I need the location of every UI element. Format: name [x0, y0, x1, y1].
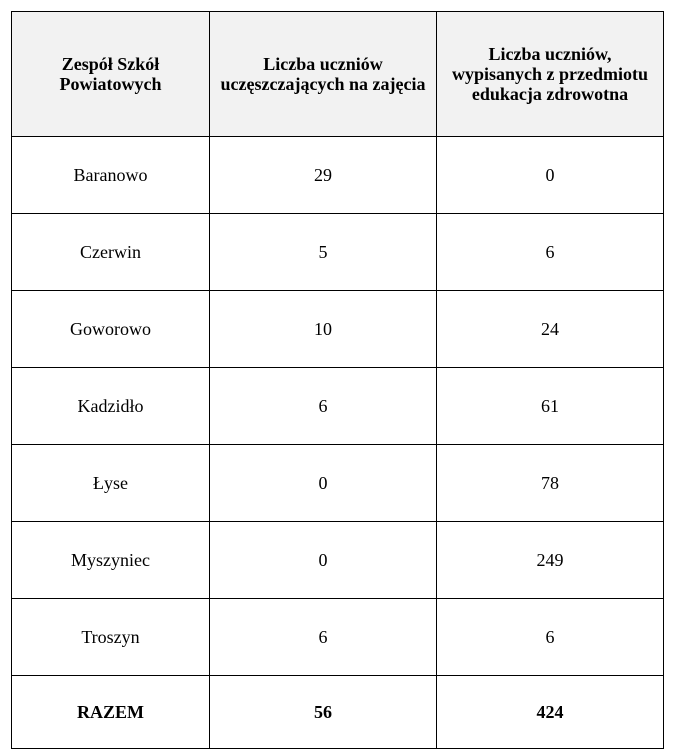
- school-name: Czerwin: [12, 214, 210, 291]
- attending-count: 10: [210, 291, 437, 368]
- opted-out-count: 61: [437, 368, 664, 445]
- attending-count: 29: [210, 137, 437, 214]
- total-row: [12, 676, 664, 749]
- table-row: [12, 445, 664, 522]
- attending-count: 0: [210, 522, 437, 599]
- students-table: [11, 11, 664, 749]
- opted-out-count: 249: [437, 522, 664, 599]
- opted-out-count: 6: [437, 599, 664, 676]
- header-attending: Liczba uczniów uczęszczających na zajęcia: [210, 12, 437, 137]
- school-name: Kadzidło: [12, 368, 210, 445]
- total-attending: 56: [210, 676, 437, 749]
- table-row: [12, 214, 664, 291]
- total-opted-out: 424: [437, 676, 664, 749]
- total-label: RAZEM: [12, 676, 210, 749]
- attending-count: 5: [210, 214, 437, 291]
- school-name: Łyse: [12, 445, 210, 522]
- attending-count: 6: [210, 599, 437, 676]
- attending-count: 6: [210, 368, 437, 445]
- school-name: Troszyn: [12, 599, 210, 676]
- table-row: [12, 522, 664, 599]
- table-row: [12, 368, 664, 445]
- school-name: Myszyniec: [12, 522, 210, 599]
- opted-out-count: 6: [437, 214, 664, 291]
- table-row: [12, 291, 664, 368]
- school-name: Baranowo: [12, 137, 210, 214]
- table-row: [12, 599, 664, 676]
- header-opted-out: Liczba uczniów, wypisanych z przedmiotu edukacja zdrowotna: [437, 12, 664, 137]
- table-row: [12, 137, 664, 214]
- opted-out-count: 0: [437, 137, 664, 214]
- header-row: [12, 12, 664, 137]
- attending-count: 0: [210, 445, 437, 522]
- opted-out-count: 78: [437, 445, 664, 522]
- school-name: Goworowo: [12, 291, 210, 368]
- opted-out-count: 24: [437, 291, 664, 368]
- header-school: Zespół Szkół Powiatowych: [12, 12, 210, 137]
